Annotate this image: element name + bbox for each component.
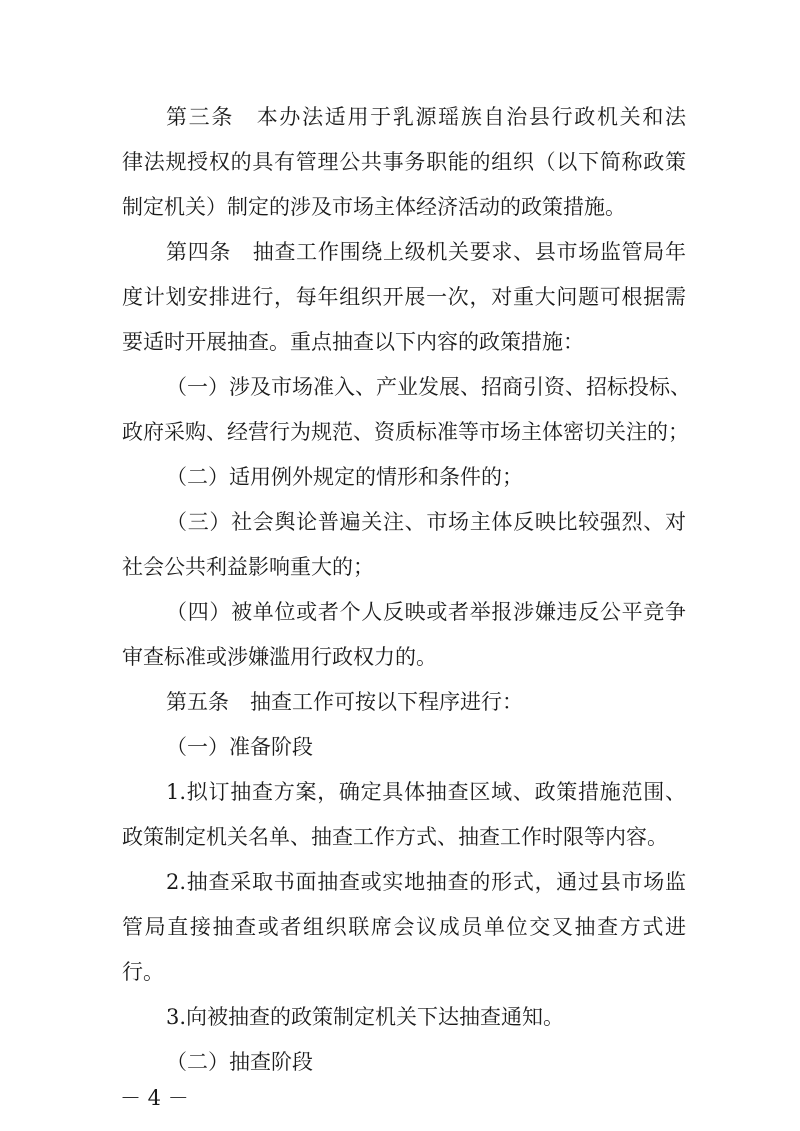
- article-4-line-2: 度计划安排进行，每年组织开展一次，对重大问题可根据需: [122, 285, 686, 309]
- item-3-line-2: 社会公共利益影响重大的；: [122, 555, 374, 579]
- step-2-line-1: 2.抽查采取书面抽查或实地抽查的形式，通过县市场监: [166, 870, 686, 894]
- page-number: － 4 －: [120, 1086, 189, 1110]
- article-3-line-2: 律法规授权的具有管理公共事务职能的组织（以下简称政策: [122, 150, 686, 174]
- stage-2-heading: （二）抽查阶段: [166, 1050, 313, 1074]
- step-3-line-1: 3.向被抽查的政策制定机关下达抽查通知。: [166, 1005, 565, 1029]
- article-4-line-3: 要适时开展抽查。重点抽查以下内容的政策措施：: [122, 330, 584, 354]
- step-1-line-1: 1.拟订抽查方案，确定具体抽查区域、政策措施范围、: [166, 780, 686, 804]
- article-5-line-1: 第五条 抽查工作可按以下程序进行：: [166, 690, 523, 714]
- article-3-line-3: 制定机关）制定的涉及市场主体经济活动的政策措施。: [122, 195, 626, 219]
- step-1-line-2: 政策制定机关名单、抽查工作方式、抽查工作时限等内容。: [122, 825, 668, 849]
- article-4-line-1: 第四条 抽查工作围绕上级机关要求、县市场监管局年: [166, 240, 686, 264]
- item-3-line-1: （三）社会舆论普遍关注、市场主体反映比较强烈、对: [166, 510, 686, 534]
- step-2-line-3: 行。: [122, 960, 164, 984]
- article-3-line-1: 第三条 本办法适用于乳源瑶族自治县行政机关和法: [166, 105, 686, 129]
- step-2-line-2: 管局直接抽查或者组织联席会议成员单位交叉抽查方式进: [122, 915, 686, 939]
- item-2-line-1: （二）适用例外规定的情形和条件的；: [166, 465, 523, 489]
- item-4-line-2: 审查标准或涉嫌滥用行政权力的。: [122, 645, 437, 669]
- item-1-line-1: （一）涉及市场准入、产业发展、招商引资、招标投标、: [166, 375, 691, 399]
- item-1-line-2: 政府采购、经营行为规范、资质标准等市场主体密切关注的；: [122, 420, 689, 444]
- stage-1-heading: （一）准备阶段: [166, 735, 313, 759]
- item-4-line-1: （四）被单位或者个人反映或者举报涉嫌违反公平竞争: [166, 600, 686, 624]
